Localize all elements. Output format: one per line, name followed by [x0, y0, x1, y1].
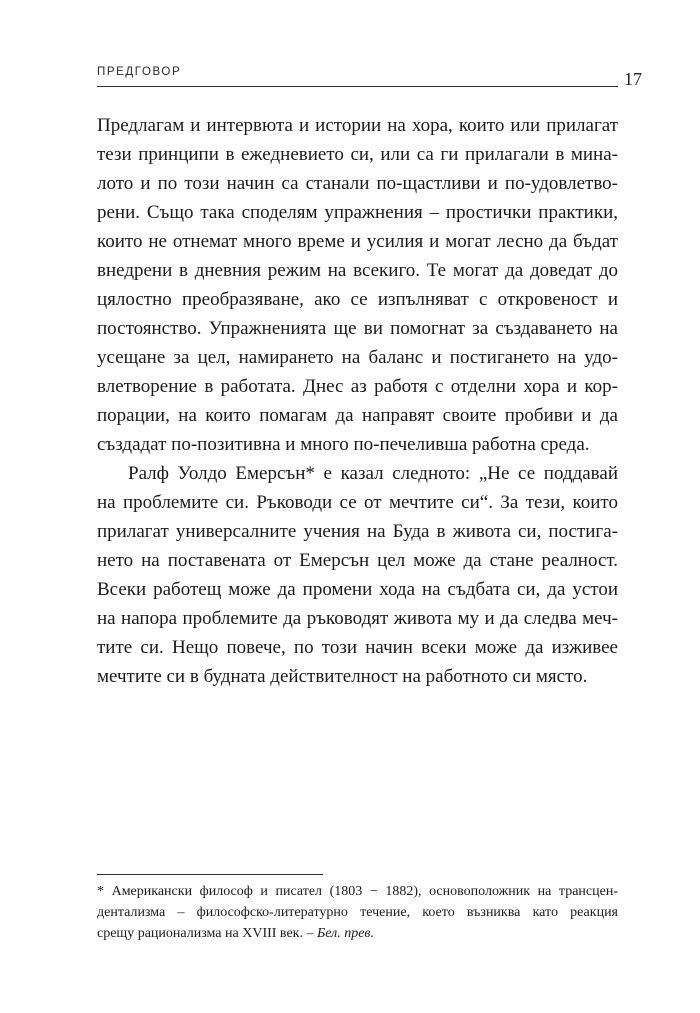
text-line: нето на поставената от Емерсън цел може да стане реалност. — [97, 550, 618, 571]
text-line: прилагат универсалните учения на Буда в живота си, постига- — [97, 521, 618, 542]
footnote-line: дентализма – философско-литературно течение, което възниква като реакция — [97, 905, 618, 920]
body-text — [97, 111, 618, 691]
text-line: цялостно преобразяване, ако се изпълняват с откровеност и — [97, 289, 618, 310]
text-line: на проблемите си. Ръководи се от мечтите си“. За тези, които — [97, 492, 618, 513]
text-line: Ралф Уолдо Емерсън* е казал следното: „Не се поддавай — [128, 463, 618, 484]
text-line: порации, на които помагам да направят своите пробиви и да — [97, 405, 618, 426]
text-line: внедрени в дневния режим на всекиго. Те могат да доведат до — [97, 260, 618, 281]
translator-note: Бел. прев. — [316, 926, 375, 941]
paragraph-2 — [97, 459, 618, 691]
text-line: тите си. Нещо повече, по този начин всеки може да изживее — [97, 637, 618, 658]
running-head: ПРЕДГОВОР — [97, 66, 182, 78]
header-rule — [97, 86, 618, 87]
text-line: създадат по-позитивна и много по-печеливша работна среда. — [97, 434, 590, 455]
text-line: на напора проблемите да ръководят живота му и да следва меч- — [97, 608, 618, 629]
text-line: които не отнемат много време и усилия и могат лесно да бъдат — [97, 231, 618, 252]
text-line: тези принципи в ежедневието си, или са ги прилагали в мина- — [97, 144, 618, 165]
text-line: мечтите си в будната действителност на работното си място. — [97, 666, 588, 687]
footnote-line: * Американски философ и писател (1803 − 1882), основоположник на трансцен- — [97, 884, 618, 899]
text-line: рени. Също така споделям упражнения – простички практики, — [97, 202, 618, 223]
text-line: лото и по този начин са станали по-щастливи и по-удовлетво- — [97, 173, 618, 194]
footnote-line — [97, 923, 618, 944]
page-number: 17 — [624, 69, 642, 89]
text-line: Всеки работещ може да промени хода на съдбата си, да устои — [97, 579, 618, 600]
footnote-rule — [97, 874, 323, 875]
text-line: Предлагам и интервюта и истории на хора, които или прилагат — [97, 115, 618, 136]
footnote-text: срещу рационализма на XVIII век. – — [97, 926, 317, 941]
text-line: влетворение в работата. Днес аз работя с отделни хора и кор- — [97, 376, 618, 397]
footnote — [97, 881, 618, 944]
text-line: постоянство. Упражненията ще ви помогнат за създаването на — [97, 318, 618, 339]
text-line: усещане за цел, намирането на баланс и постигането на удо- — [97, 347, 618, 368]
paragraph-1 — [97, 111, 618, 459]
